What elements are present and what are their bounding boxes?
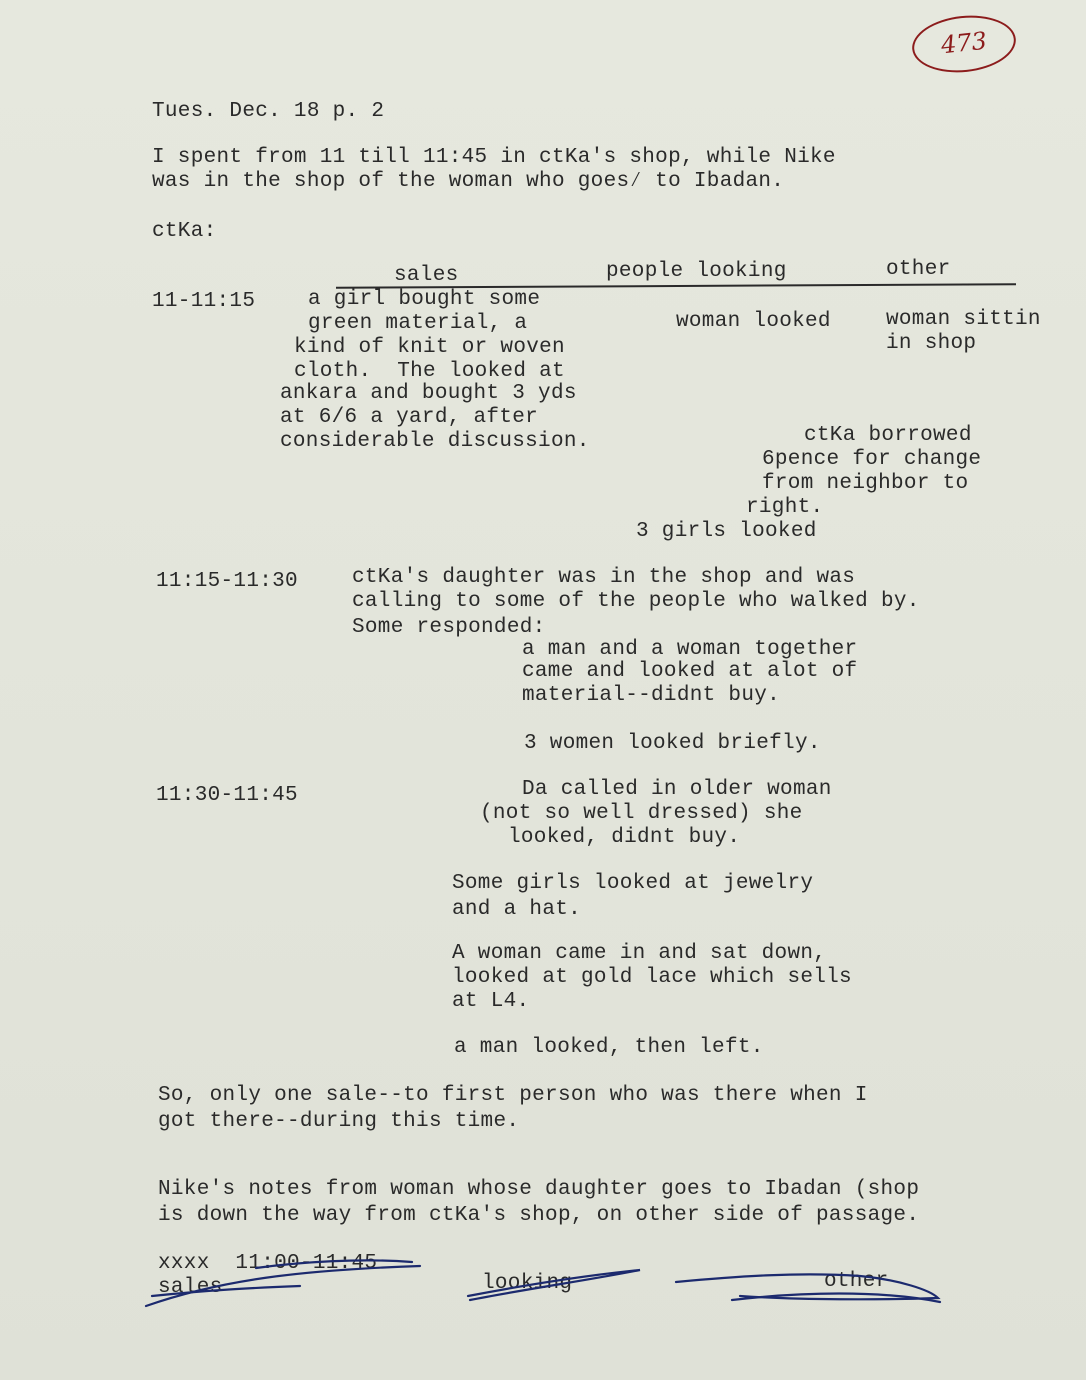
period-1-borrow-line: from neighbor to bbox=[762, 472, 969, 495]
summary-line-1: So, only one sale--to first person who was there when I bbox=[158, 1084, 868, 1107]
period-3-woman-line: A woman came in and sat down, bbox=[452, 942, 827, 965]
period-3-older-line: Da called in older woman bbox=[522, 778, 832, 801]
period-2-couple-line: a man and a woman together bbox=[522, 638, 858, 661]
period-1-borrow-line: right. bbox=[746, 496, 824, 519]
period-3-older-line: looked, didnt buy. bbox=[508, 826, 741, 849]
column-header-other: other bbox=[886, 258, 951, 281]
period-1-other-line: in shop bbox=[886, 332, 977, 355]
page-header: Tues. Dec. 18 p. 2 bbox=[152, 100, 385, 123]
period-1-other-line: woman sittin bbox=[886, 308, 1041, 331]
period-3-girls-line: Some girls looked at jewelry bbox=[452, 872, 814, 895]
period-1-sales-line: at 6/6 a yard, after bbox=[280, 406, 539, 429]
column-header-sales: sales bbox=[394, 264, 459, 287]
period-1-time: 11-11:15 bbox=[152, 290, 256, 313]
period-1-sales-line: considerable discussion. bbox=[280, 430, 590, 453]
intro-line-2: was in the shop of the woman who goes⁄ to Ibadan. bbox=[152, 170, 785, 193]
period-3-girls-line: and a hat. bbox=[452, 898, 582, 921]
period-1-sales-line: a girl bought some bbox=[308, 288, 541, 311]
period-2-time: 11:15-11:30 bbox=[156, 570, 298, 593]
period-1-borrow-line: 6pence for change bbox=[762, 448, 982, 471]
period-2-line: Some responded: bbox=[352, 616, 546, 639]
crossed-out-other: other bbox=[824, 1270, 889, 1293]
period-1-sales-line: kind of knit or woven bbox=[294, 336, 565, 359]
period-2-women: 3 women looked briefly. bbox=[524, 732, 821, 755]
intro-line-1: I spent from 11 till 11:45 in ctKa's shop, while Nike bbox=[152, 146, 836, 169]
period-3-woman-line: looked at gold lace which sells bbox=[452, 966, 852, 989]
crossed-out-sales: sales bbox=[158, 1276, 223, 1299]
period-2-couple-line: material--didnt buy. bbox=[522, 684, 781, 707]
period-3-time: 11:30-11:45 bbox=[156, 784, 298, 807]
period-1-sales-line: green material, a bbox=[308, 312, 528, 335]
period-3-man: a man looked, then left. bbox=[454, 1036, 764, 1059]
period-2-couple-line: came and looked at alot of bbox=[522, 660, 858, 683]
column-header-looking: people looking bbox=[606, 260, 787, 283]
period-1-girls-looked: 3 girls looked bbox=[636, 520, 817, 543]
crossed-out-time-label: xxxx 11:00-11:45 bbox=[158, 1252, 378, 1275]
nike-note-line-2: is down the way from ctKa's shop, on other side of passage. bbox=[158, 1204, 920, 1227]
period-3-woman-line: at L4. bbox=[452, 990, 530, 1013]
handwritten-page-number: 473 bbox=[909, 11, 1018, 78]
period-2-line: ctKa's daughter was in the shop and was bbox=[352, 566, 856, 589]
period-1-borrow-line: ctKa borrowed bbox=[804, 424, 972, 447]
period-1-sales-line: ankara and bought 3 yds bbox=[280, 382, 577, 405]
period-2-line: calling to some of the people who walked by. bbox=[352, 590, 920, 613]
nike-note-line-1: Nike's notes from woman whose daughter goes to Ibadan (shop bbox=[158, 1178, 920, 1201]
summary-line-2: got there--during this time. bbox=[158, 1110, 520, 1133]
period-1-sales-line: cloth. The looked at bbox=[294, 360, 565, 383]
shop-label: ctKa: bbox=[152, 220, 217, 243]
period-3-older-line: (not so well dressed) she bbox=[480, 802, 803, 825]
period-1-looking: woman looked bbox=[676, 310, 831, 333]
crossed-out-looking: looking bbox=[482, 1272, 573, 1295]
